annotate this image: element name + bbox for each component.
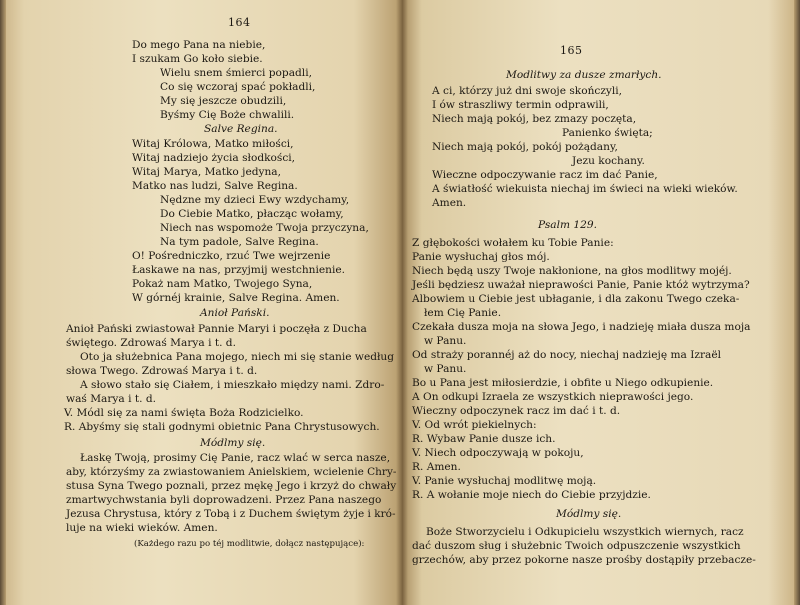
verse-line: Na tym padole, Salve Regina.: [160, 236, 319, 248]
section-heading: Modlitwy za dusze zmarłych.: [506, 69, 662, 81]
verse-line: Byśmy Cię Boże chwalili.: [160, 109, 295, 121]
prose-line: słowa Twego. Zdrowaś Marya i t. d.: [66, 365, 258, 377]
versicle-line: V. Módl się za nami święta Boża Rodzicielko.: [64, 407, 304, 419]
psalm-line: Bo u Pana jest miłosierdzie, i obfite u Niego odkupienie.: [412, 377, 714, 389]
verse-line: Niech mają pokój, bez zmazy poczęta,: [432, 113, 637, 125]
psalm-line: Czekała dusza moja na słowa Jego, i nadzieję miała dusza moja: [412, 321, 751, 333]
prose-line: Boże Stworzycielu i Odkupicielu wszystkich wiernych, racz: [426, 526, 744, 538]
prose-line: Jezusa Chrystusa, który z Tobą i z Duchem świętym żyje i kró-: [66, 508, 396, 520]
verse-line: Do mego Pana na niebie,: [132, 39, 266, 51]
psalm-line: w Panu.: [424, 363, 467, 375]
verse-line: I ów straszliwy termin odprawili,: [432, 99, 609, 111]
prose-line: luje na wieki wieków. Amen.: [66, 522, 218, 534]
psalm-line: Panie wysłuchaj głos mój.: [412, 251, 550, 263]
psalm-line: łem Cię Panie.: [424, 307, 502, 319]
psalm-line: Albowiem u Ciebie jest ubłaganie, i dla zakonu Twego czeka-: [412, 293, 740, 305]
verse-line: Do Ciebie Matko, płacząc wołamy,: [160, 208, 344, 220]
section-heading: Anioł Pański.: [200, 307, 270, 319]
verse-line: Witaj nadziejo życia słodkości,: [132, 152, 296, 164]
verse-line: W górnéj krainie, Salve Regina. Amen.: [132, 292, 340, 304]
psalm-line: w Panu.: [424, 335, 467, 347]
prose-line: Anioł Pański zwiastował Pannie Maryi i poczęła z Ducha: [66, 323, 367, 335]
response-line: R. A wołanie moje niech do Ciebie przyjdzie.: [412, 489, 651, 501]
rubric-note: (Każdego razu po téj modlitwie, dołącz następujące):: [134, 539, 365, 549]
verse-line: I szukam Go koło siebie.: [132, 53, 263, 65]
prose-line: Łaskę Twoją, prosimy Cię Panie, racz wlać w serca nasze,: [80, 452, 391, 464]
verse-line: Nędzne my dzieci Ewy wzdychamy,: [160, 194, 350, 206]
section-heading: Módlmy się.: [556, 508, 622, 520]
versicle-line: V. Panie wysłuchaj modlitwę moją.: [412, 475, 597, 487]
response-line: R. Wybaw Panie dusze ich.: [412, 433, 556, 445]
verse-line: Pokaż nam Matko, Twojego Syna,: [132, 278, 313, 290]
section-heading: Salve Regina.: [204, 123, 278, 135]
verse-line: My się jeszcze obudzili,: [160, 95, 287, 107]
verse-line: Panienko święta;: [562, 127, 653, 139]
verse-line: Niech nas wspomoże Twoja przyczyna,: [160, 222, 369, 234]
versicle-line: V. Od wrót piekielnych:: [412, 419, 537, 431]
prose-line: dać duszom sług i służebnic Twoich odpuszczenie wszystkich: [412, 540, 741, 552]
right-page-edge: [794, 0, 800, 605]
section-heading: Psalm 129.: [538, 219, 597, 231]
verse-line: Wielu snem śmierci popadli,: [160, 67, 312, 79]
prose-line: waś Marya i t. d.: [66, 393, 156, 405]
verse-line: Łaskawe na nas, przyjmij westchnienie.: [132, 264, 345, 276]
page-number: 164: [228, 16, 251, 29]
left-page-edge: [0, 0, 6, 605]
psalm-line: Niech będą uszy Twoje nakłonione, na głos modlitwy mojéj.: [412, 265, 732, 277]
response-line: R. Abyśmy się stali godnymi obietnic Pana Chrystusowych.: [64, 421, 380, 433]
prose-line: Oto ja służebnica Pana mojego, niech mi się stanie według: [80, 351, 395, 363]
verse-line: A ci, którzy już dni swoje skończyli,: [432, 85, 623, 97]
psalm-line: Jeśli będziesz uważał nieprawości Panie, Panie któż wytrzyma?: [412, 279, 750, 291]
prose-line: A słowo stało się Ciałem, i mieszkało między nami. Zdro-: [80, 379, 385, 391]
verse-line: O! Pośredniczko, rzuć Twe wejrzenie: [132, 250, 331, 262]
page-number: 165: [560, 44, 583, 57]
psalm-line: A On odkupi Izraela ze wszystkich nieprawości jego.: [412, 391, 694, 403]
verse-line: A światłość wiekuista niechaj im świeci na wieki wieków.: [432, 183, 738, 195]
verse-line: Matko nas ludzi, Salve Regina.: [132, 180, 298, 192]
psalm-line: Wieczny odpoczynek racz im dać i t. d.: [412, 405, 621, 417]
book-gutter: [396, 0, 408, 605]
verse-line: Witaj Marya, Matko jedyna,: [132, 166, 281, 178]
verse-line: Niech mają pokój, pokój pożądany,: [432, 141, 618, 153]
versicle-line: V. Niech odpoczywają w pokoju,: [412, 447, 584, 459]
psalm-line: Z głębokości wołałem ku Tobie Panie:: [412, 237, 614, 249]
prose-line: aby, którzyśmy za zwiastowaniem Anielskiem, wcielenie Chry-: [66, 466, 397, 478]
verse-line: Co się wczoraj spać pokładli,: [160, 81, 316, 93]
verse-line: Jezu kochany.: [572, 155, 645, 167]
psalm-line: Od straży porannéj aż do nocy, niechaj nadzieję ma Izraël: [412, 349, 722, 361]
prose-line: stusa Syna Twego poznali, przez mękę Jego i krzyż do chwały: [66, 480, 397, 492]
prose-line: grzechów, aby przez pokorne nasze prośby dostąpiły przebacze-: [412, 554, 756, 566]
verse-line: Wieczne odpoczywanie racz im dać Panie,: [432, 169, 658, 181]
verse-line: Amen.: [432, 197, 467, 209]
prose-line: świętego. Zdrowaś Marya i t. d.: [66, 337, 236, 349]
verse-line: Witaj Królowa, Matko miłości,: [132, 138, 294, 150]
right-page: [402, 0, 800, 605]
section-heading: Módlmy się.: [200, 437, 266, 449]
prose-line: zmartwychwstania byli doprowadzeni. Przez Pana naszego: [66, 494, 382, 506]
response-line: R. Amen.: [412, 461, 461, 473]
